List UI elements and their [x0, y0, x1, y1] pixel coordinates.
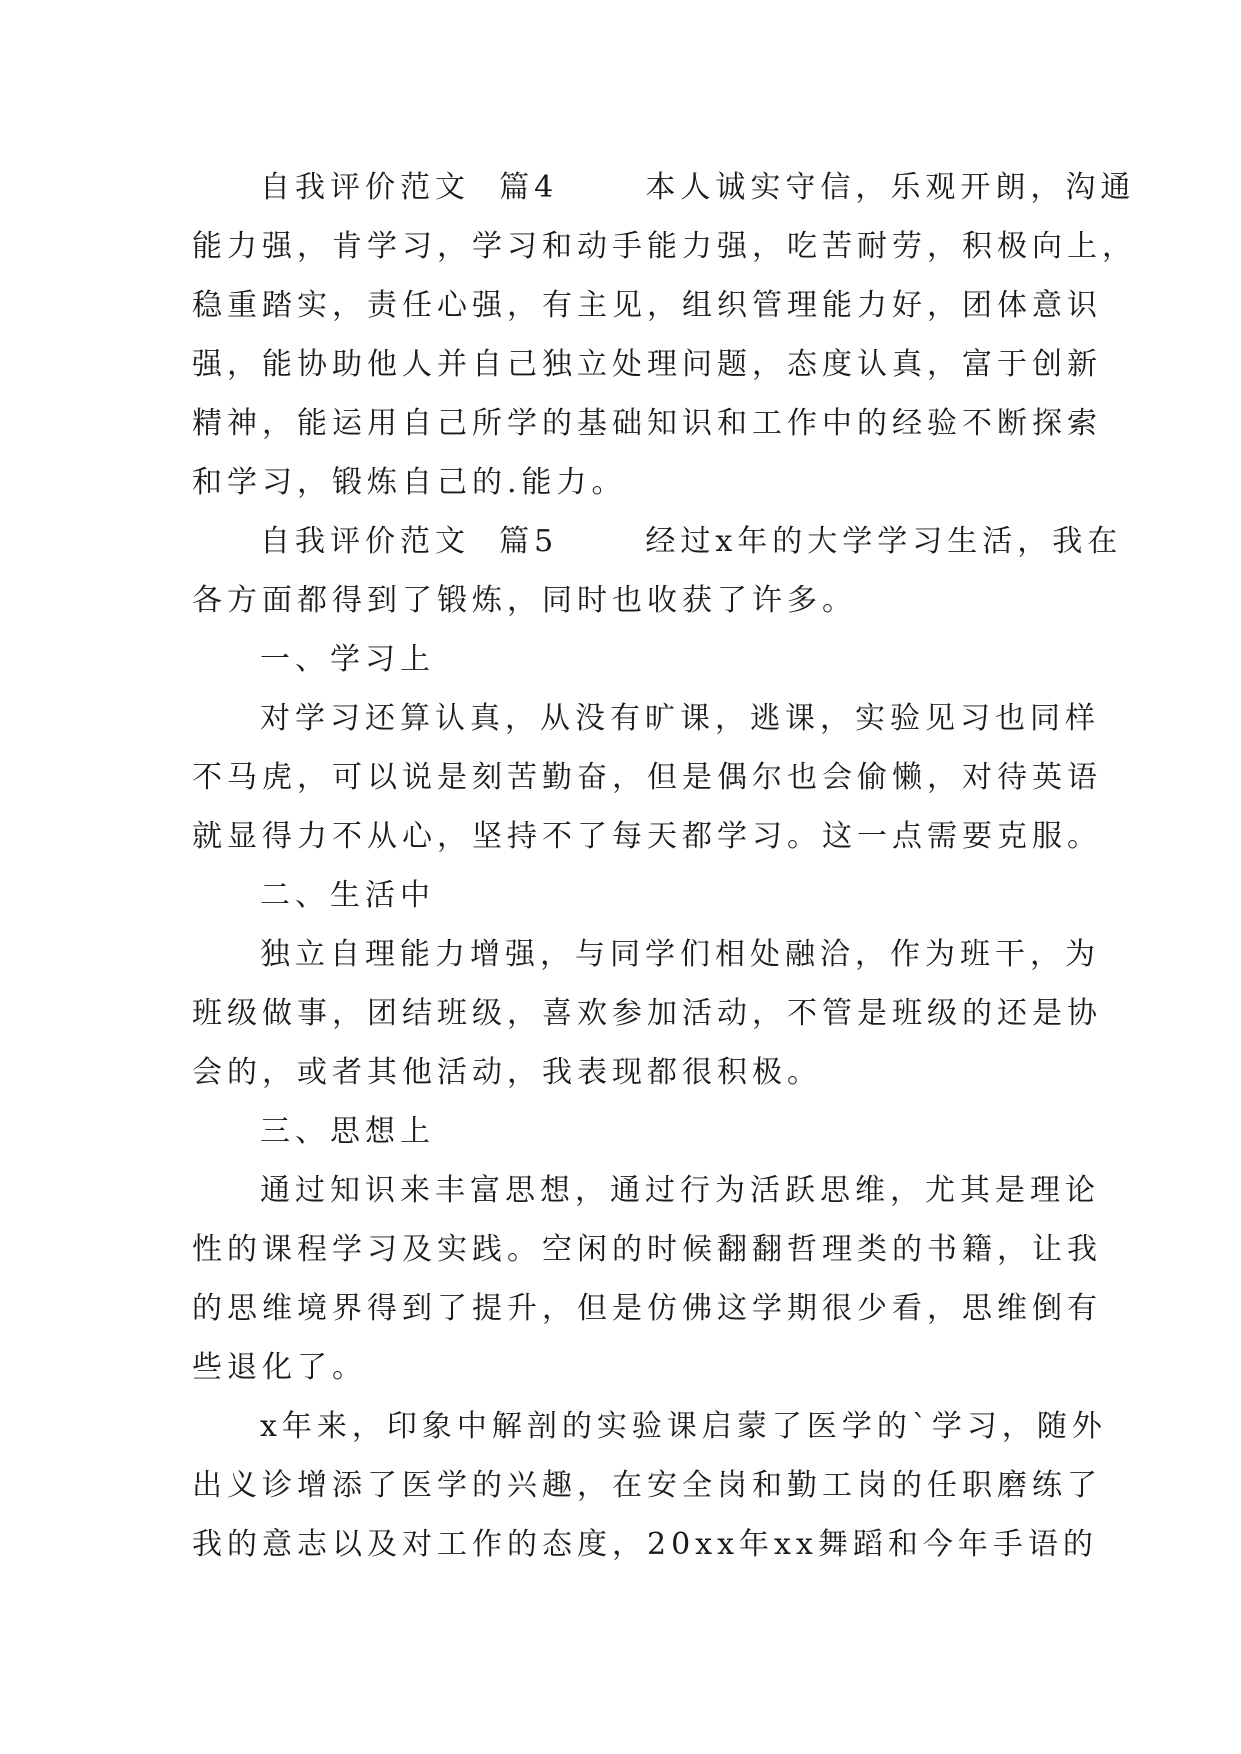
text-line: x年来，印象中解剖的实验课启蒙了医学的`学习，随外 — [260, 1409, 1107, 1444]
text-line: 班级做事，团结班级，喜欢参加活动，不管是班级的还是协 — [192, 996, 1102, 1031]
section-heading: 二、生活中 — [260, 878, 435, 913]
text-line: 精神，能运用自己所学的基础知识和工作中的经验不断探索 — [192, 406, 1102, 441]
text-line: 我的意志以及对工作的态度，20xx年xx舞蹈和今年手语的 — [192, 1527, 1098, 1562]
text-line: 会的，或者其他活动，我表现都很积极。 — [192, 1055, 822, 1090]
text-line: 就显得力不从心，坚持不了每天都学习。这一点需要克服。 — [192, 819, 1102, 854]
text-line: 不马虎，可以说是刻苦勤奋，但是偶尔也会偷懒，对待英语 — [192, 760, 1102, 795]
text-line: 各方面都得到了锻炼，同时也收获了许多。 — [192, 583, 857, 618]
text-line: 自我评价范文 篇5 经过x年的大学学习生活，我在 — [260, 524, 1123, 559]
text-line: 出义诊增添了医学的兴趣，在安全岗和勤工岗的任职磨练了 — [192, 1468, 1102, 1503]
text-line: 自我评价范文 篇4 本人诚实守信，乐观开朗，沟通 — [260, 170, 1136, 205]
text-line: 独立自理能力增强，与同学们相处融洽，作为班干，为 — [260, 937, 1100, 972]
document-body — [192, 158, 1137, 1574]
text-line: 的思维境界得到了提升，但是仿佛这学期很少看，思维倒有 — [192, 1291, 1102, 1326]
text-line: 强，能协助他人并自己独立处理问题，态度认真，富于创新 — [192, 347, 1102, 382]
text-line: 些退化了。 — [192, 1350, 367, 1385]
text-line: 性的课程学习及实践。空闲的时候翻翻哲理类的书籍，让我 — [192, 1232, 1102, 1267]
text-line: 和学习，锻炼自己的.能力。 — [192, 465, 627, 500]
text-line: 能力强，肯学习，学习和动手能力强，吃苦耐劳，积极向上， — [192, 229, 1137, 264]
text-line: 对学习还算认真，从没有旷课，逃课，实验见习也同样 — [260, 701, 1100, 736]
text-line: 通过知识来丰富思想，通过行为活跃思维，尤其是理论 — [260, 1173, 1100, 1208]
section-heading: 三、思想上 — [260, 1114, 435, 1149]
text-line: 稳重踏实，责任心强，有主见，组织管理能力好，团体意识 — [192, 288, 1102, 323]
section-heading: 一、学习上 — [260, 642, 435, 677]
